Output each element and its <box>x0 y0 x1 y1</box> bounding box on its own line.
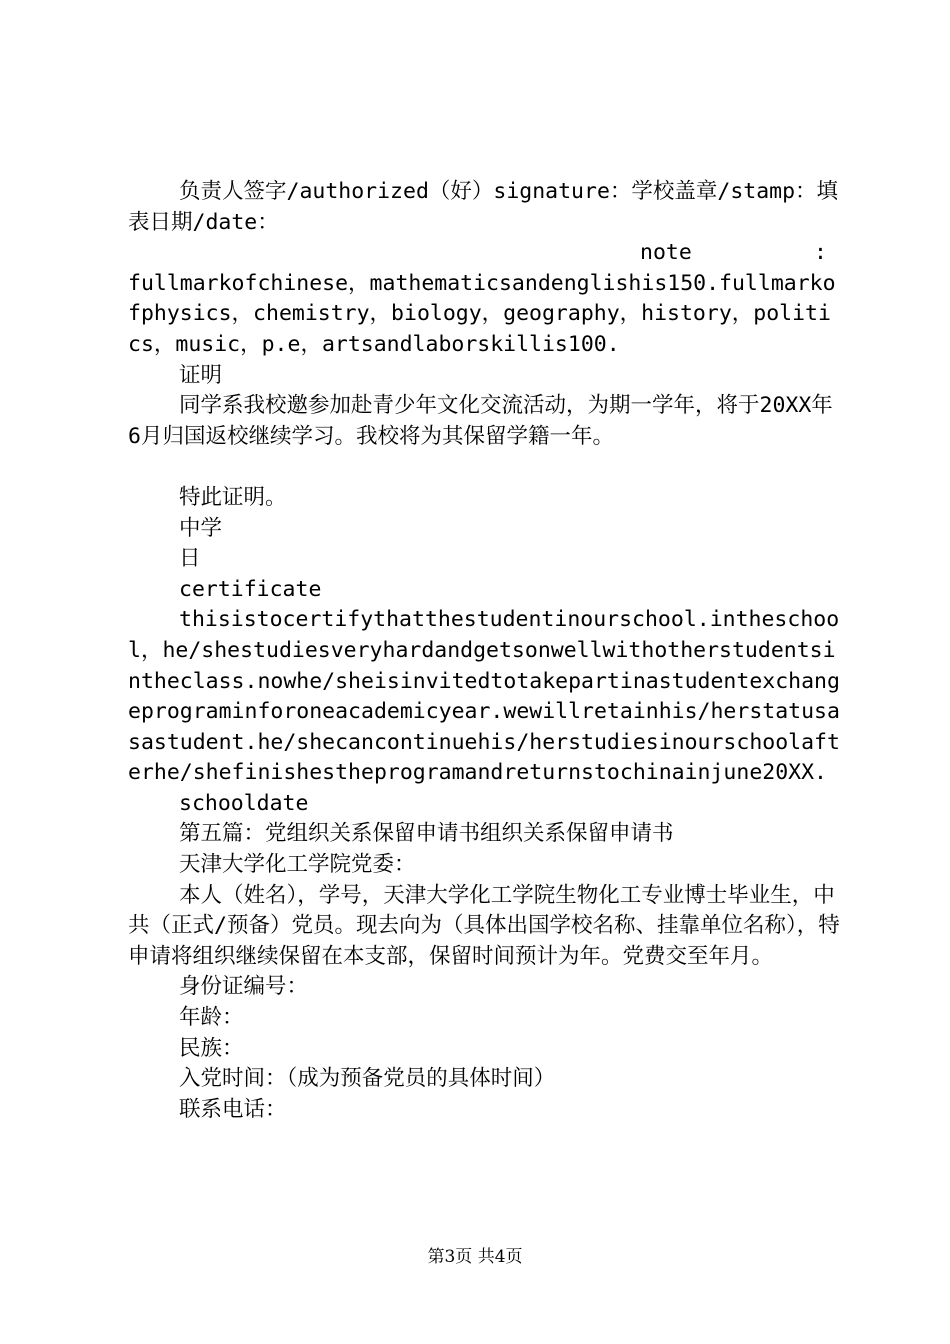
field-ethnicity: 民族： <box>179 1035 244 1061</box>
certificate-heading-cn: 证明 <box>179 362 223 388</box>
document-body <box>128 177 840 1125</box>
page-footer: 第3页 共4页 <box>427 1247 523 1267</box>
date-cn: 日 <box>179 546 201 572</box>
application-body: 本人（姓名），学号，天津大学化工学院生物化工专业博士毕业生，中共（正式/预备）党员。现去向为（具体出国学校名称、挂靠单位名称），特申请将组织继续保留在本支部，保留时间预计为年。党费交至年月。 <box>128 882 840 969</box>
certificate-body-en: thisistocertifythatthestudentinourschool.intheschool，he/shestudiesveryhardandgetsonwellwithotherstudentsintheclass.nowhe/sheisinvitedtotakepartinastudentexchangeprograminforoneacademicyear.wewillretainhis/herstatusasastudent.he/shecancontinuehis/herstudiesinourschoolafterhe/shefinishestheprogramandreturnstochinainjune20XX. <box>128 607 840 786</box>
note-label-line <box>128 238 840 269</box>
field-age: 年龄： <box>179 1005 244 1031</box>
certificate-body-cn: 同学系我校邀参加赴青少年文化交流活动，为期一学年，将于20XX年6月归国返校继续学习。我校将为其保留学籍一年。 <box>128 393 833 449</box>
section-title: 第五篇：党组织关系保留申请书组织关系保留申请书 <box>179 821 674 847</box>
note-colon: : <box>814 240 827 266</box>
school-name-cn: 中学 <box>179 515 223 541</box>
field-phone: 联系电话： <box>179 1096 287 1122</box>
addressee: 天津大学化工学院党委： <box>179 852 416 878</box>
signature-line: 负责人签字/authorized（好）signature：学校盖章/stamp：填表日期/date： <box>128 179 839 235</box>
field-id-number: 身份证编号： <box>179 974 309 1000</box>
certificate-closing-cn: 特此证明。 <box>179 484 287 510</box>
field-join-date: 入党时间：（成为预备党员的具体时间） <box>179 1066 556 1092</box>
note-label: note <box>640 240 692 266</box>
school-date-en: schooldate <box>179 790 309 816</box>
note-text: fullmarkofchinese，mathematicsandenglishis150.fullmarkofphysics，chemistry，biology，geography，history，politics，music，p.e，artsandlaborskillis100. <box>128 270 836 357</box>
certificate-heading-en: certificate <box>179 576 322 602</box>
blank-line <box>128 452 840 483</box>
